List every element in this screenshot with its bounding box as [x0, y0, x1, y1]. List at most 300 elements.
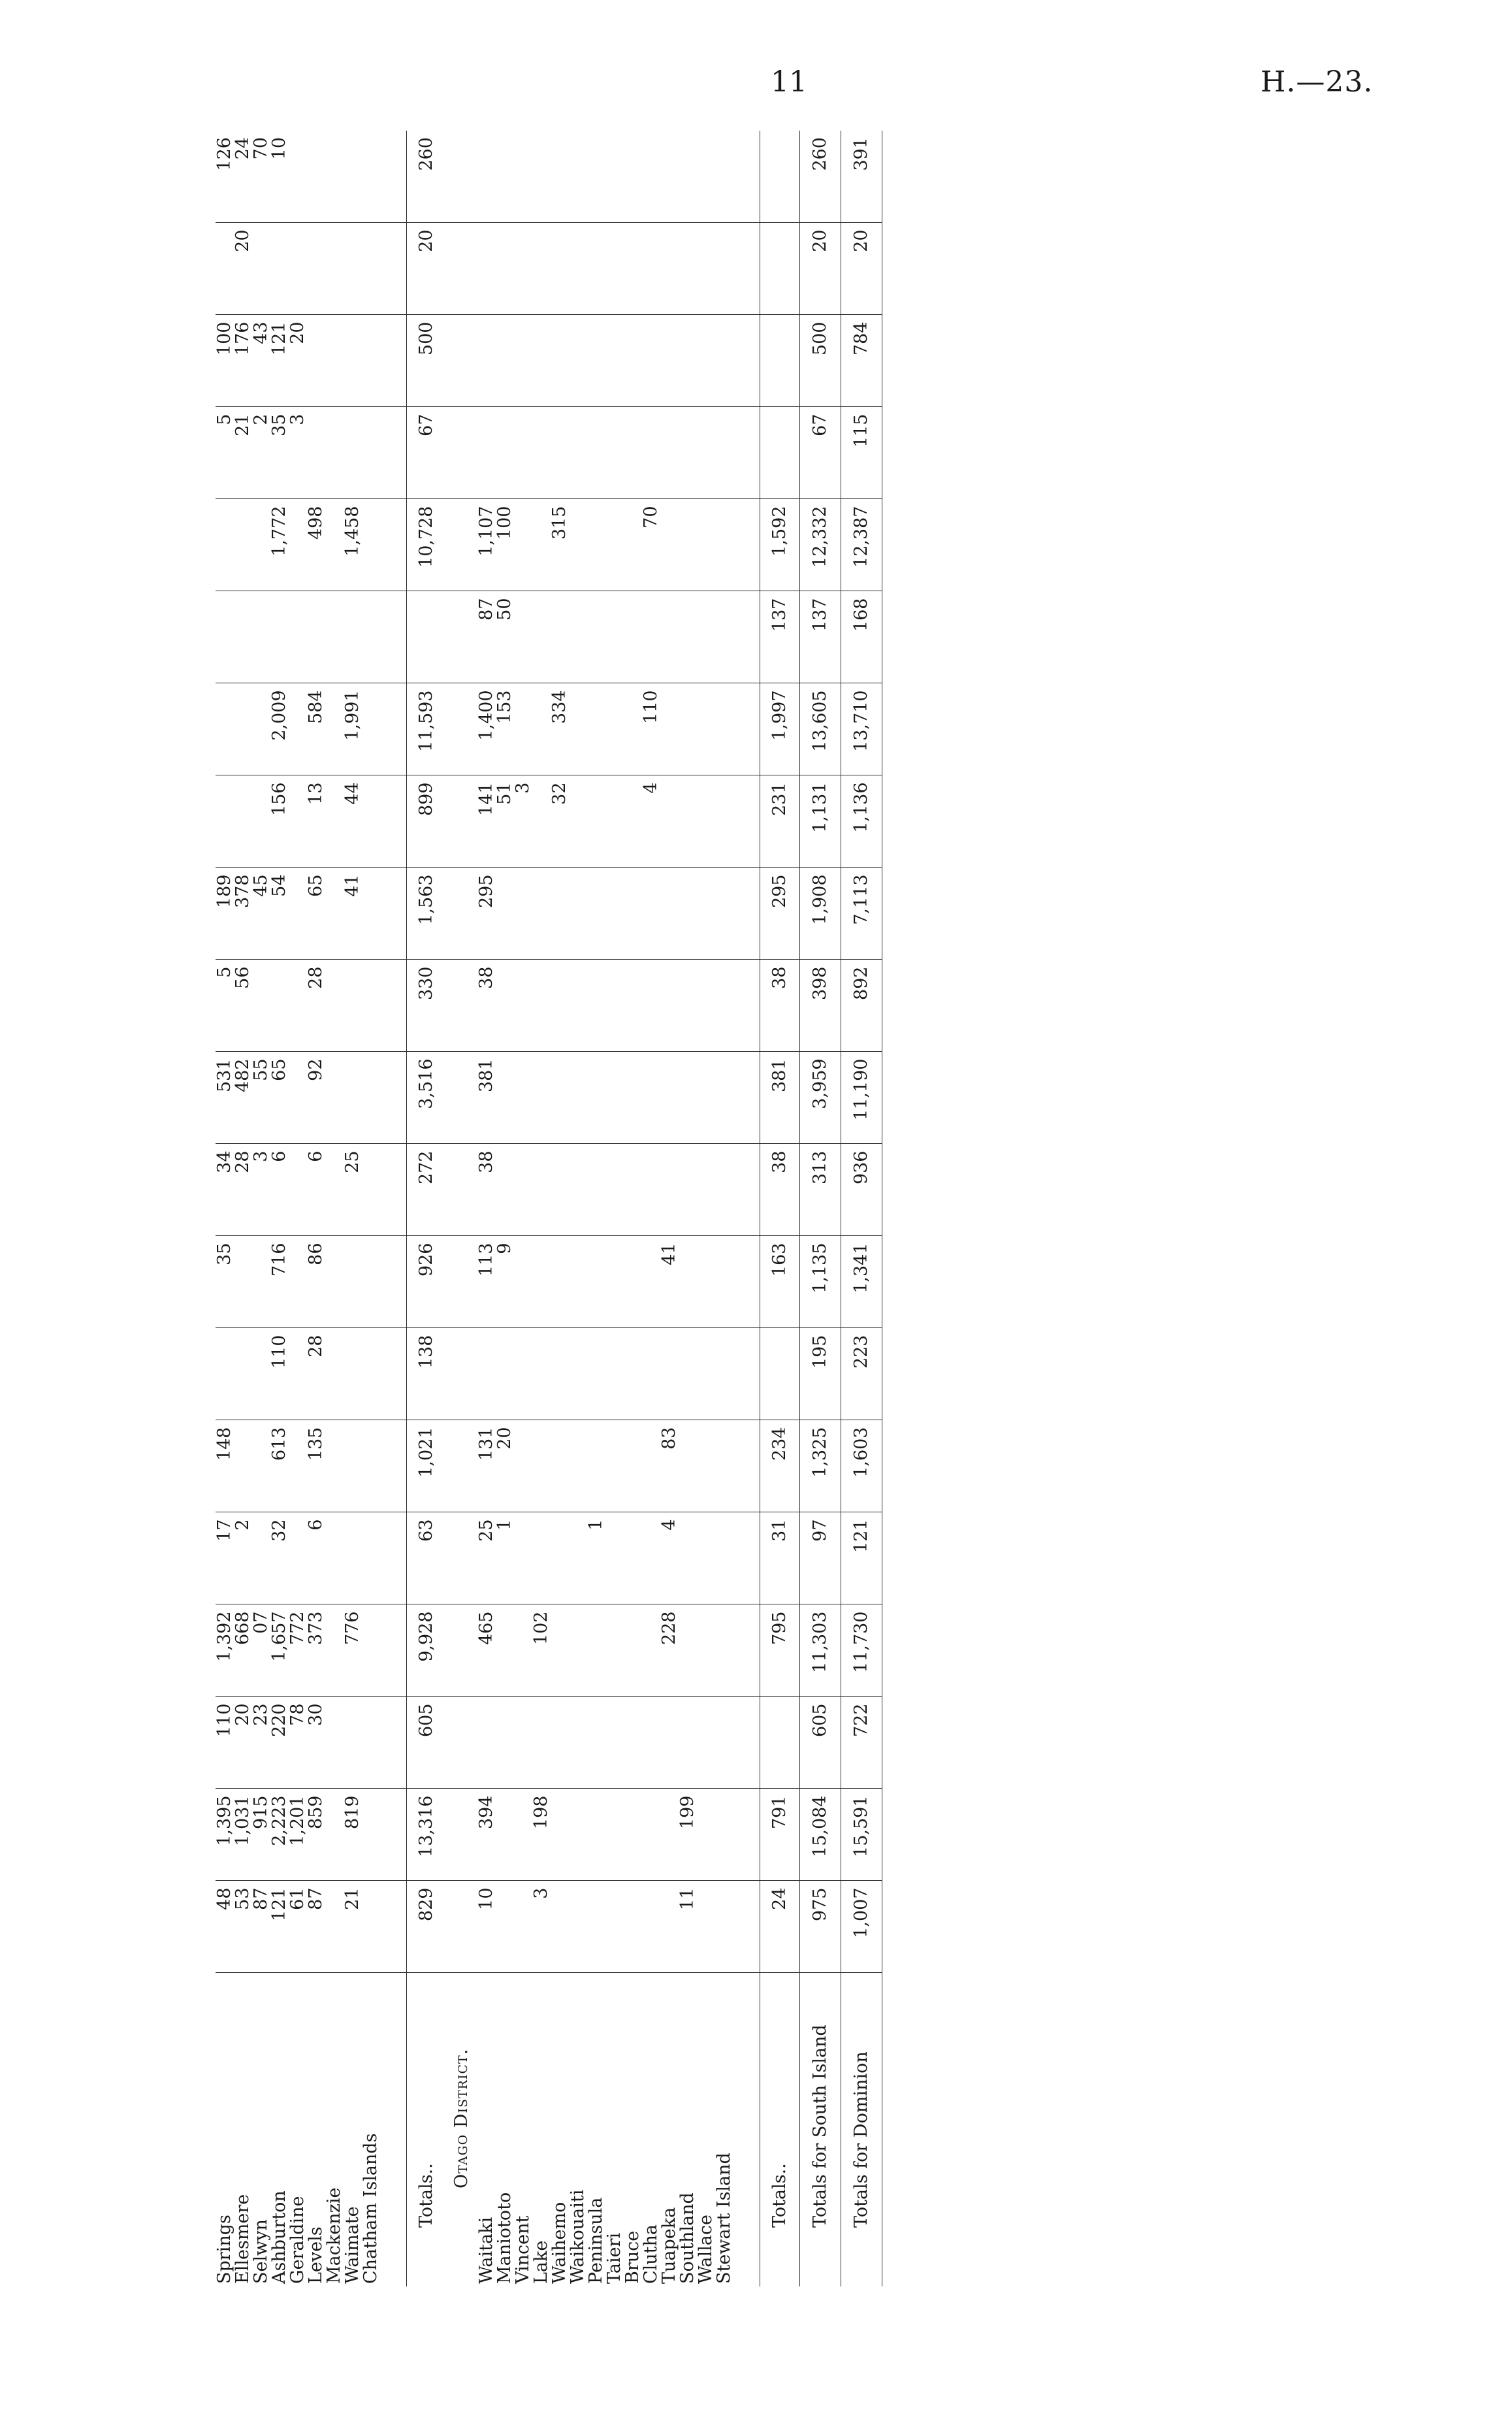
table-cell	[660, 499, 679, 591]
table-cell: 1,392	[216, 1604, 234, 1697]
row-label: Springs	[214, 2215, 234, 2284]
table-cell	[587, 775, 605, 868]
table-cell	[289, 1052, 307, 1144]
page-number: 11	[771, 65, 807, 99]
table-cell	[569, 1604, 587, 1697]
row-label: Peninsula	[586, 2197, 606, 2284]
table-cell: 260	[800, 131, 841, 223]
table-cell	[289, 1144, 307, 1236]
table-cell	[344, 407, 362, 499]
table-cell	[514, 1697, 532, 1789]
table-cell	[587, 315, 605, 407]
table-row	[697, 131, 715, 2286]
table-cell	[760, 315, 800, 407]
table-cell	[624, 1881, 642, 1973]
table-cell	[697, 683, 715, 775]
table-row	[477, 131, 496, 2286]
table-cell	[760, 223, 800, 315]
table-cell	[679, 315, 697, 407]
table-cell: 53	[234, 1881, 252, 1973]
table-cell: 44	[344, 775, 362, 868]
table-cell: 1,592	[760, 499, 800, 591]
row-label: Waitaki	[476, 2217, 496, 2284]
table-cell: 135	[307, 1420, 325, 1512]
table-cell: 373	[307, 1604, 325, 1697]
table-cell	[289, 223, 307, 315]
table-cell: 4	[642, 775, 660, 868]
table-cell	[697, 868, 715, 960]
table-cell	[362, 1789, 380, 1881]
row-label: Stewart Island	[714, 2153, 734, 2284]
table-cell	[642, 960, 660, 1052]
table-cell: 3	[252, 1144, 270, 1236]
table-cell	[642, 1881, 660, 1973]
table-cell: 20	[800, 223, 841, 315]
row-label: Clutha	[641, 2224, 661, 2284]
table-cell	[605, 868, 624, 960]
table-cell	[679, 1697, 697, 1789]
table-cell	[760, 1328, 800, 1420]
table-cell: 716	[270, 1236, 289, 1328]
table-cell	[605, 1144, 624, 1236]
table-cell	[605, 591, 624, 683]
table-row	[496, 131, 514, 2286]
table-cell: 1,021	[407, 1420, 447, 1512]
table-cell	[679, 131, 697, 223]
table-cell	[344, 591, 362, 683]
table-cell: 722	[841, 1697, 882, 1789]
table-cell: 12,332	[800, 499, 841, 591]
table-cell: 83	[660, 1420, 679, 1512]
table-cell	[551, 1697, 569, 1789]
table-cell	[325, 1420, 344, 1512]
table-cell: 35	[216, 1236, 234, 1328]
table-cell	[697, 499, 715, 591]
table-row	[624, 131, 642, 2286]
table-cell	[514, 960, 532, 1052]
table-cell	[624, 499, 642, 591]
table-cell	[532, 868, 551, 960]
table-cell	[514, 1512, 532, 1604]
table-cell: 110	[216, 1697, 234, 1789]
table-cell: 1	[587, 1512, 605, 1604]
table-cell	[307, 315, 325, 407]
table-cell	[477, 407, 496, 499]
table-cell	[496, 960, 514, 1052]
table-cell: 61	[289, 1881, 307, 1973]
table-cell: 3,516	[407, 1052, 447, 1144]
table-cell	[587, 223, 605, 315]
table-cell	[325, 1789, 344, 1881]
table-cell	[477, 223, 496, 315]
table-cell	[624, 1144, 642, 1236]
table-cell: 63	[407, 1512, 447, 1604]
table-cell	[362, 591, 380, 683]
table-cell: 584	[307, 683, 325, 775]
row-label: Southland	[677, 2192, 698, 2284]
table-cell: 3,959	[800, 1052, 841, 1144]
table-cell	[660, 960, 679, 1052]
table-cell	[624, 1697, 642, 1789]
table-cell: 936	[841, 1144, 882, 1236]
table-cell	[569, 868, 587, 960]
table-cell	[624, 1512, 642, 1604]
table-cell: 56	[234, 960, 252, 1052]
table-cell	[496, 315, 514, 407]
table-cell	[605, 131, 624, 223]
table-cell: 784	[841, 315, 882, 407]
otago-district-heading	[446, 131, 477, 2286]
table-cell	[514, 1881, 532, 1973]
table-cell	[362, 1236, 380, 1328]
table-cell	[715, 1144, 733, 1236]
table-cell	[679, 960, 697, 1052]
table-cell	[252, 960, 270, 1052]
table-cell	[289, 775, 307, 868]
table-cell	[587, 1052, 605, 1144]
table-cell	[496, 1144, 514, 1236]
table-cell	[477, 1697, 496, 1789]
table-cell	[234, 1328, 252, 1420]
table-cell: 260	[407, 131, 447, 223]
table-cell	[569, 1512, 587, 1604]
table-cell	[715, 960, 733, 1052]
table-cell	[362, 1328, 380, 1420]
table-cell	[624, 1328, 642, 1420]
table-cell	[551, 1328, 569, 1420]
table-cell: 102	[532, 1604, 551, 1697]
table-cell	[587, 1328, 605, 1420]
table-cell: 176	[234, 315, 252, 407]
table-cell	[679, 1328, 697, 1420]
table-cell: 1,395	[216, 1789, 234, 1881]
table-cell	[624, 1420, 642, 1512]
table-cell	[679, 407, 697, 499]
table-cell	[362, 1420, 380, 1512]
table-cell: 859	[307, 1789, 325, 1881]
table-cell	[496, 1881, 514, 1973]
table-cell	[679, 1420, 697, 1512]
table-row	[289, 131, 307, 2286]
table-cell	[605, 1328, 624, 1420]
row-label: Totals for South Island	[800, 1973, 841, 2286]
table-cell	[325, 315, 344, 407]
table-row	[325, 131, 344, 2286]
table-cell	[642, 1512, 660, 1604]
table-cell	[551, 223, 569, 315]
table-cell: 498	[307, 499, 325, 591]
table-cell	[715, 1420, 733, 1512]
table-cell	[532, 1052, 551, 1144]
table-cell: 43	[252, 315, 270, 407]
table-cell: 21	[344, 1881, 362, 1973]
row-label: Totals..	[760, 1973, 800, 2286]
table-cell	[697, 775, 715, 868]
table-cell: 465	[477, 1604, 496, 1697]
table-cell: 1,997	[760, 683, 800, 775]
table-cell	[496, 1328, 514, 1420]
table-row	[551, 131, 569, 2286]
table-cell	[325, 1512, 344, 1604]
table-cell	[715, 1789, 733, 1881]
table-cell	[216, 775, 234, 868]
table-cell: 32	[551, 775, 569, 868]
table-cell	[642, 407, 660, 499]
table-cell	[715, 499, 733, 591]
row-label: Tuapeka	[659, 2207, 679, 2284]
table-cell	[587, 407, 605, 499]
table-cell: 15,084	[800, 1789, 841, 1881]
table-cell	[496, 223, 514, 315]
table-cell	[660, 315, 679, 407]
table-cell: 1,908	[800, 868, 841, 960]
table-cell	[679, 1512, 697, 1604]
table-cell: 1,341	[841, 1236, 882, 1328]
table-cell	[496, 131, 514, 223]
table-cell: 20	[841, 223, 882, 315]
table-row	[569, 131, 587, 2286]
table-cell: 41	[660, 1236, 679, 1328]
table-cell	[679, 591, 697, 683]
table-cell: 100	[496, 499, 514, 591]
table-cell	[605, 775, 624, 868]
table-cell	[325, 131, 344, 223]
table-cell	[605, 960, 624, 1052]
table-cell	[715, 131, 733, 223]
table-cell: 220	[270, 1697, 289, 1789]
table-cell: 223	[841, 1328, 882, 1420]
table-cell	[569, 775, 587, 868]
table-cell	[587, 868, 605, 960]
table-cell	[697, 1328, 715, 1420]
table-cell: 31	[760, 1512, 800, 1604]
table-cell	[760, 131, 800, 223]
table-cell	[715, 868, 733, 960]
table-cell	[605, 223, 624, 315]
table-cell: 121	[270, 315, 289, 407]
row-spacer	[733, 131, 760, 2286]
table-cell: 28	[234, 1144, 252, 1236]
table-cell	[514, 683, 532, 775]
table-cell	[605, 499, 624, 591]
table-cell: 20	[496, 1420, 514, 1512]
table-cell	[660, 1144, 679, 1236]
table-cell: 13,710	[841, 683, 882, 775]
table-cell	[605, 1052, 624, 1144]
table-cell	[234, 1236, 252, 1328]
table-cell	[605, 1420, 624, 1512]
table-cell: 65	[307, 868, 325, 960]
table-cell: 24	[760, 1881, 800, 1973]
table-cell	[697, 407, 715, 499]
table-cell: 65	[270, 1052, 289, 1144]
table-cell: 272	[407, 1144, 447, 1236]
table-cell	[660, 1328, 679, 1420]
row-label: Ashburton	[269, 2190, 289, 2284]
table-cell	[252, 1420, 270, 1512]
table-cell	[624, 131, 642, 223]
table-cell	[252, 499, 270, 591]
table-cell	[587, 1236, 605, 1328]
table-cell: 10	[270, 131, 289, 223]
table-cell: 398	[800, 960, 841, 1052]
district-statistics-table	[216, 131, 882, 2286]
table-cell: 25	[344, 1144, 362, 1236]
table-cell	[362, 315, 380, 407]
table-cell	[569, 1789, 587, 1881]
table-cell: 6	[307, 1512, 325, 1604]
table-cell	[325, 223, 344, 315]
table-cell	[642, 1697, 660, 1789]
row-label: Chatham Islands	[361, 2133, 381, 2284]
table-cell	[362, 223, 380, 315]
table-cell	[605, 1236, 624, 1328]
table-cell	[697, 1697, 715, 1789]
table-cell: 100	[216, 315, 234, 407]
table-cell: 21	[234, 407, 252, 499]
table-cell: 4	[660, 1512, 679, 1604]
table-cell	[624, 1789, 642, 1881]
table-cell: 20	[289, 315, 307, 407]
table-cell	[307, 591, 325, 683]
table-cell	[514, 1236, 532, 1328]
table-cell: 391	[841, 131, 882, 223]
table-cell	[679, 1236, 697, 1328]
table-cell: 11,593	[407, 683, 447, 775]
table-cell	[624, 407, 642, 499]
table-cell	[216, 591, 234, 683]
table-cell	[679, 499, 697, 591]
table-cell	[715, 591, 733, 683]
table-cell	[587, 1604, 605, 1697]
table-cell	[660, 591, 679, 683]
row-label: Totals for Dominion	[841, 1973, 882, 2286]
table-cell: 20	[234, 1697, 252, 1789]
table-cell	[697, 1512, 715, 1604]
table-cell	[362, 1052, 380, 1144]
table-cell	[605, 683, 624, 775]
table-cell	[477, 1328, 496, 1420]
table-cell	[270, 960, 289, 1052]
table-cell	[551, 1604, 569, 1697]
table-cell	[496, 868, 514, 960]
table-cell: 5	[216, 407, 234, 499]
table-cell	[569, 315, 587, 407]
table-cell	[325, 1697, 344, 1789]
table-cell	[660, 223, 679, 315]
table-cell	[362, 407, 380, 499]
table-cell	[325, 1328, 344, 1420]
table-cell	[697, 1420, 715, 1512]
table-cell	[477, 315, 496, 407]
table-cell	[642, 1052, 660, 1144]
table-cell	[660, 775, 679, 868]
table-cell: 381	[477, 1052, 496, 1144]
table-cell	[624, 315, 642, 407]
table-row	[679, 131, 697, 2286]
table-cell: 795	[760, 1604, 800, 1697]
table-cell	[624, 591, 642, 683]
table-cell	[551, 1789, 569, 1881]
table-cell	[216, 683, 234, 775]
table-cell	[715, 1328, 733, 1420]
table-row	[605, 131, 624, 2286]
table-cell	[587, 499, 605, 591]
table-cell	[514, 591, 532, 683]
table-cell	[642, 591, 660, 683]
table-cell: 315	[551, 499, 569, 591]
table-cell: 9,928	[407, 1604, 447, 1697]
table-cell: 86	[307, 1236, 325, 1328]
table-cell	[344, 1512, 362, 1604]
table-cell	[642, 1328, 660, 1420]
table-cell	[514, 1420, 532, 1512]
table-cell: 3	[532, 1881, 551, 1973]
table-cell	[569, 1236, 587, 1328]
table-cell: 381	[760, 1052, 800, 1144]
table-cell	[362, 868, 380, 960]
table-cell	[234, 591, 252, 683]
table-cell: 2	[234, 1512, 252, 1604]
table-cell	[715, 407, 733, 499]
row-label: Mackenzie	[324, 2187, 344, 2284]
table-cell: 78	[289, 1697, 307, 1789]
table-cell: 378	[234, 868, 252, 960]
table-cell: 791	[760, 1789, 800, 1881]
table-cell: 1,135	[800, 1236, 841, 1328]
table-cell	[660, 407, 679, 499]
table-cell: 11,190	[841, 1052, 882, 1144]
table-cell	[697, 1604, 715, 1697]
table-cell	[642, 315, 660, 407]
table-cell	[532, 591, 551, 683]
table-cell	[624, 1604, 642, 1697]
table-cell	[697, 223, 715, 315]
table-cell	[551, 591, 569, 683]
table-cell: 13,605	[800, 683, 841, 775]
table-cell	[344, 315, 362, 407]
table-cell	[569, 1052, 587, 1144]
table-cell	[660, 1697, 679, 1789]
table-cell	[679, 868, 697, 960]
table-cell: 1,136	[841, 775, 882, 868]
table-cell	[289, 1420, 307, 1512]
table-cell: 168	[841, 591, 882, 683]
table-cell: 11	[679, 1881, 697, 1973]
table-cell	[569, 1697, 587, 1789]
table-row	[642, 131, 660, 2286]
table-cell: 54	[270, 868, 289, 960]
table-cell: 70	[252, 131, 270, 223]
section-heading: Otago District.	[451, 2048, 472, 2188]
table-row	[234, 131, 252, 2286]
table-cell	[514, 1604, 532, 1697]
table-cell	[532, 1512, 551, 1604]
table-cell: 55	[252, 1052, 270, 1144]
table-cell: 153	[496, 683, 514, 775]
table-row	[270, 131, 289, 2286]
table-cell	[252, 223, 270, 315]
table-cell: 926	[407, 1236, 447, 1328]
table-cell	[514, 223, 532, 315]
table-cell: 50	[496, 591, 514, 683]
table-cell	[697, 315, 715, 407]
table-cell	[551, 868, 569, 960]
table-cell	[642, 223, 660, 315]
table-row	[532, 131, 551, 2286]
table-cell	[715, 1512, 733, 1604]
table-cell	[569, 683, 587, 775]
